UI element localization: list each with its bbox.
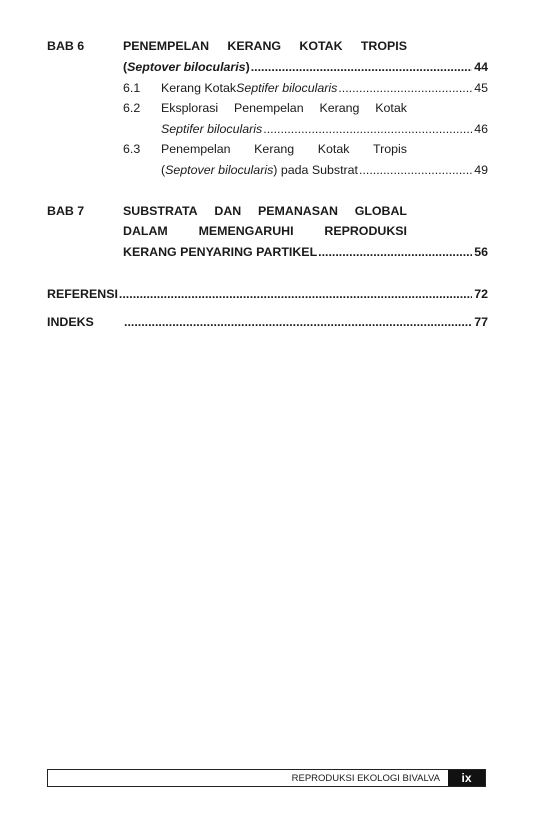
referensi-label: REFERENSI	[47, 287, 118, 301]
section-6-2-species: Septifer bilocularis	[161, 122, 263, 136]
bab7-title-word: GLOBAL	[354, 204, 407, 218]
section-6-2-word: Eksplorasi	[161, 101, 219, 115]
bab7-title-word: DAN	[214, 204, 242, 218]
bab7-title-line2	[123, 224, 407, 238]
dot-leader	[359, 163, 472, 177]
section-6-1-text: Kerang Kotak	[161, 81, 237, 95]
section-6-2-word: Kotak	[375, 101, 407, 115]
indeks-entry[interactable]	[47, 315, 488, 329]
dot-leader	[119, 287, 472, 301]
section-6-3-page: 49	[474, 163, 488, 177]
bab7-page: 56	[474, 245, 488, 259]
bab6-title-word: KOTAK	[299, 39, 343, 53]
section-6-2-num: 6.2	[123, 101, 141, 115]
referensi-entry[interactable]	[47, 287, 488, 301]
section-6-3-species: Septover bilocularis	[165, 163, 274, 177]
section-6-2-entry[interactable]	[161, 122, 488, 136]
dot-leader	[263, 122, 472, 136]
bab6-title-open: (	[123, 60, 128, 74]
section-6-1-species: Septifer bilocularis	[236, 81, 338, 95]
bab7-title-last: KERANG PENYARING PARTIKEL	[123, 245, 318, 259]
section-6-3-rest: ) pada Substrat	[273, 163, 359, 177]
bab6-title-species: Septover bilocularis	[127, 60, 246, 74]
indeks-page: 77	[474, 315, 488, 329]
section-6-2-word: Kerang	[319, 101, 360, 115]
section-6-3-word: Penempelan	[161, 142, 231, 156]
section-6-1-entry[interactable]	[161, 81, 488, 95]
section-6-3-word: Tropis	[373, 142, 407, 156]
section-6-3-word: Kotak	[317, 142, 350, 156]
bab6-page: 44	[474, 60, 488, 74]
dot-leader	[251, 60, 472, 74]
bab7-title-word: MEMENGARUHI	[198, 224, 294, 238]
footer-page-number: ix	[448, 770, 485, 786]
bab6-title-line2[interactable]	[123, 60, 488, 74]
section-6-3-line1	[161, 142, 407, 156]
section-6-2-word: Penempelan	[234, 101, 304, 115]
section-6-2-page: 46	[474, 122, 488, 136]
dot-leader	[338, 81, 472, 95]
bab6-title-close: )	[245, 60, 250, 74]
dot-leader	[318, 245, 472, 259]
indeks-label: INDEKS	[47, 315, 94, 329]
footer-book-title: REPRODUKSI EKOLOGI BIVALVA	[291, 773, 440, 784]
bab6-title-line1	[123, 39, 407, 53]
section-6-1-num: 6.1	[123, 81, 141, 95]
section-6-3-word: Kerang	[254, 142, 295, 156]
section-6-3-open: (	[161, 163, 166, 177]
bab7-title-word: REPRODUKSI	[324, 224, 407, 238]
section-6-3-num: 6.3	[123, 142, 141, 156]
bab7-title-line1	[123, 204, 407, 218]
bab7-title-line3[interactable]	[123, 245, 488, 259]
dot-leader	[124, 315, 472, 329]
section-6-1-page: 45	[474, 81, 488, 95]
bab7-title-word: PEMANASAN	[258, 204, 338, 218]
referensi-page: 72	[474, 287, 488, 301]
section-6-3-entry[interactable]	[161, 163, 488, 177]
bab6-title-word: PENEMPELAN	[123, 39, 210, 53]
bab7-label: BAB 7	[47, 204, 85, 218]
bab7-title-word: SUBSTRATA	[123, 204, 198, 218]
bab7-title-word: DALAM	[123, 224, 168, 238]
bab6-title-word: KERANG	[227, 39, 282, 53]
bab6-label: BAB 6	[47, 39, 85, 53]
bab6-title-word: TROPIS	[360, 39, 407, 53]
section-6-2-line1	[161, 101, 407, 115]
page-footer	[47, 769, 486, 787]
